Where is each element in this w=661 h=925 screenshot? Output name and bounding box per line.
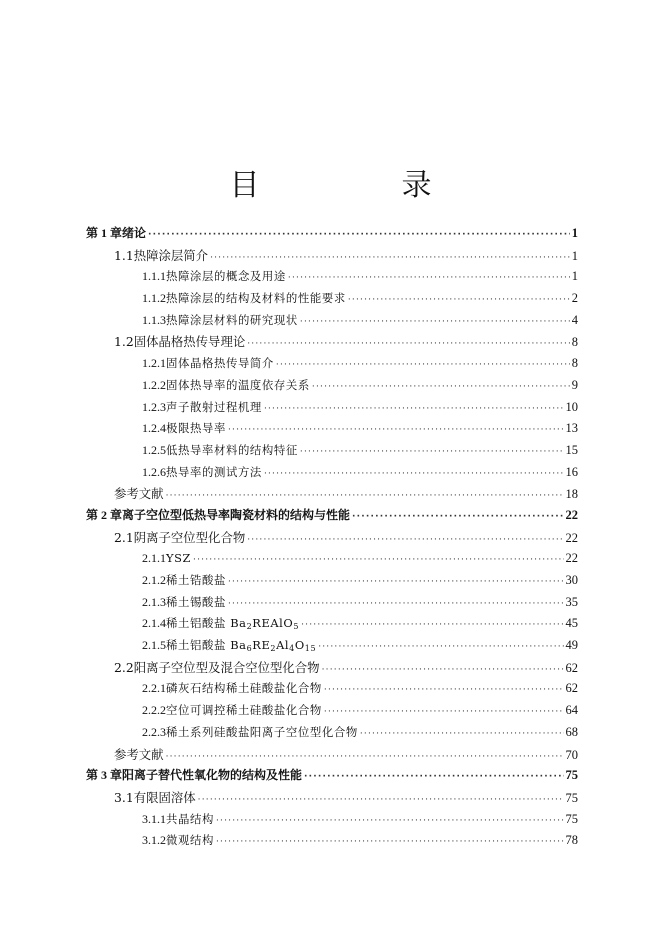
dot-leader: [300, 312, 570, 334]
toc-entry-number: 1.1.2: [142, 291, 166, 306]
toc-entry-page: 64: [565, 703, 578, 718]
dot-leader: [228, 594, 564, 616]
toc-entry-subsection[interactable]: [86, 809, 578, 831]
toc-entry-title: 磷灰石结构稀土硅酸盐化合物: [166, 681, 322, 696]
toc-entry-number: 1.2.6: [142, 464, 166, 479]
toc-entry-title: 热障涂层简介: [133, 247, 209, 263]
toc-entry-page: 8: [571, 356, 578, 371]
toc-entry-chapter[interactable]: [86, 505, 578, 527]
toc-entry-chapter[interactable]: [86, 223, 578, 245]
toc-entry-number: 1.2.4: [142, 421, 166, 436]
dot-leader: [318, 637, 563, 659]
dot-leader: [247, 334, 570, 356]
dot-leader: [216, 811, 564, 833]
dot-leader: [324, 680, 564, 702]
toc-entry-page: 30: [565, 573, 578, 587]
toc-entry-page: 1: [571, 269, 578, 284]
toc-entry-title: 阳离子替代性氧化物的结构及性能: [122, 768, 303, 783]
toc-entry-section[interactable]: [86, 657, 578, 679]
toc-entry-number: 2.1.1: [142, 551, 166, 566]
toc-entry-number: 1.2.5: [142, 442, 166, 457]
toc-entry-subsection[interactable]: [86, 592, 578, 614]
toc-entry-subsection[interactable]: [86, 830, 578, 852]
page-title: 目 录: [229, 168, 488, 203]
toc-entry-title: 有限固溶体: [133, 789, 196, 805]
toc-entry-subsection[interactable]: [86, 353, 578, 375]
toc-entry-number: 2.1.2: [142, 573, 166, 587]
toc-entry-subsection[interactable]: [86, 288, 578, 310]
toc-entry-subsection[interactable]: [86, 375, 578, 397]
dot-leader: [304, 767, 563, 789]
dot-leader: [216, 832, 564, 854]
toc-entry-title: 阳离子空位型及混合空位型化合物: [133, 659, 320, 675]
dot-leader: [288, 268, 570, 290]
toc-entry-subsection[interactable]: [86, 700, 578, 722]
toc-entry-page: 9: [571, 377, 578, 392]
toc-entry-title: 低热导率材料的结构特征: [166, 442, 298, 457]
toc-entry-subsection[interactable]: [86, 418, 578, 440]
toc-entry-page: 15: [565, 442, 578, 457]
toc-entry-number: 1.2.1: [142, 356, 166, 371]
toc-entry-title: 热导率的测试方法: [166, 464, 262, 479]
toc-entry-section[interactable]: [86, 787, 578, 809]
toc-entry-title: 参考文献: [114, 746, 164, 762]
toc-entry-subsection[interactable]: [86, 462, 578, 484]
toc-entry-page: 75: [565, 790, 578, 805]
toc-entry-title: 热障涂层的概念及用途: [166, 269, 286, 284]
toc-entry-page: 62: [565, 681, 578, 696]
dot-leader: [348, 290, 570, 312]
toc-entry-section[interactable]: [86, 331, 578, 353]
dot-leader: [228, 572, 564, 594]
toc-entry-subsection[interactable]: [86, 613, 578, 635]
toc-entry-title: 稀土系列硅酸盐阳离子空位型化合物: [166, 724, 358, 739]
toc-entry-title: 声子散射过程机理: [166, 399, 262, 414]
toc-entry-page: 16: [565, 464, 578, 479]
toc-entry-page: 35: [565, 594, 578, 609]
toc-entry-page: 78: [565, 833, 578, 848]
toc-entry-number: 2.1.3: [142, 594, 166, 609]
toc-entry-refs[interactable]: [86, 483, 578, 505]
toc-entry-title: 阴离子空位型化合物: [133, 529, 246, 545]
toc-entry-subsection[interactable]: [86, 635, 578, 657]
toc-entry-refs[interactable]: [86, 744, 578, 766]
toc-entry-subsection[interactable]: [86, 440, 578, 462]
dot-leader: [276, 355, 570, 377]
toc-entry-section[interactable]: [86, 245, 578, 267]
toc-entry-number: 1.1.3: [142, 312, 166, 327]
dot-leader: [193, 550, 563, 572]
dot-leader: [198, 790, 564, 812]
toc-entry-title: 固体晶格热传导理论: [133, 334, 246, 350]
toc-entry-title: 稀土铝酸盐 $Ba_2REAlO_5$: [166, 616, 300, 632]
toc-entry-subsection[interactable]: [86, 548, 578, 570]
toc-entry-title: 稀土锆酸盐: [166, 573, 226, 587]
toc-entry-number: 2.2: [114, 659, 134, 675]
toc-entry-number: 2.2.2: [142, 703, 166, 718]
toc-entry-page: 49: [565, 638, 578, 653]
toc-entry-title: YSZ: [166, 551, 192, 566]
toc-entry-page: 1: [571, 226, 578, 240]
toc-entry-title: 参考文献: [114, 486, 164, 502]
toc-entry-number: 3.1: [114, 789, 134, 805]
dot-leader: [247, 530, 563, 552]
toc-entry-subsection[interactable]: [86, 397, 578, 419]
toc-entry-number: 2.2.1: [142, 681, 166, 696]
toc-entry-page: 68: [565, 724, 578, 739]
toc-entry-chapter[interactable]: [86, 765, 578, 787]
toc-entry-page: 8: [571, 335, 578, 350]
toc-entry-page: 18: [565, 487, 578, 502]
toc-entry-number: 1.2.3: [142, 399, 166, 414]
toc-entry-number: 3.1.1: [142, 811, 166, 826]
toc-entry-page: 75: [565, 811, 578, 826]
toc-entry-number: 1.2.2: [142, 377, 166, 392]
toc-entry-number: 第 1 章: [86, 226, 123, 240]
toc-entry-number: 1.1.1: [142, 269, 166, 284]
toc-entry-title: 微观结构: [166, 833, 214, 848]
dot-leader: [228, 420, 564, 442]
toc-entry-title: 热障涂层的结构及材料的性能要求: [166, 291, 346, 306]
toc-entry-title: 固体热导率的温度依存关系: [166, 377, 310, 392]
toc-entry-number: 2.1: [114, 529, 134, 545]
toc-entry-section[interactable]: [86, 527, 578, 549]
toc-entry-page: 10: [565, 399, 578, 414]
toc-entry-page: 1: [571, 248, 578, 263]
dot-leader: [148, 225, 570, 247]
toc-entry-title: 共晶结构: [166, 811, 214, 826]
toc-entry-subsection[interactable]: [86, 570, 578, 592]
toc-entry-title: 固体晶格热传导简介: [166, 356, 274, 371]
toc-entry-subsection[interactable]: [86, 266, 578, 288]
table-of-contents: [86, 223, 578, 852]
toc-entry-number: 第 3 章: [86, 768, 123, 783]
toc-entry-title: 稀土铝酸盐 $Ba_6RE_2Al_4O_{15}$: [166, 638, 317, 654]
toc-entry-number: 1.1: [114, 247, 134, 263]
dot-leader: [264, 399, 564, 421]
toc-entry-title: 离子空位型低热导率陶瓷材料的结构与性能: [122, 507, 351, 522]
toc-entry-subsection[interactable]: [86, 722, 578, 744]
dot-leader: [301, 615, 563, 637]
toc-entry-page: 75: [565, 768, 578, 783]
toc-entry-title: 绪论: [122, 226, 147, 240]
dot-leader: [300, 442, 564, 464]
dot-leader: [352, 507, 563, 529]
toc-entry-page: 45: [565, 616, 578, 631]
toc-entry-title: 极限热导率: [166, 421, 226, 436]
toc-entry-page: 22: [565, 507, 578, 522]
toc-entry-page: 4: [571, 312, 578, 327]
toc-entry-page: 62: [565, 660, 578, 675]
dot-leader: [324, 702, 564, 724]
toc-entry-number: 2.1.4: [142, 616, 166, 631]
toc-entry-page: 22: [565, 551, 578, 566]
toc-entry-title: 稀土锡酸盐: [166, 594, 226, 609]
toc-entry-title: 热障涂层材料的研究现状: [166, 312, 298, 327]
toc-entry-number: 2.1.5: [142, 638, 166, 653]
toc-entry-page: 22: [565, 530, 578, 545]
toc-entry-page: 70: [565, 747, 578, 762]
dot-leader: [322, 660, 564, 682]
dot-leader: [312, 377, 570, 399]
toc-entry-page: 2: [571, 291, 578, 306]
toc-entry-subsection[interactable]: [86, 678, 578, 700]
toc-entry-number: 1.2: [114, 334, 134, 350]
toc-entry-number: 3.1.2: [142, 833, 166, 848]
dot-leader: [360, 724, 564, 746]
toc-entry-page: 13: [565, 421, 578, 436]
toc-entry-title: 空位可调控稀土硅酸盐化合物: [166, 703, 322, 718]
dot-leader: [264, 464, 564, 486]
toc-entry-number: 第 2 章: [86, 507, 123, 522]
toc-entry-subsection[interactable]: [86, 310, 578, 332]
toc-entry-number: 2.2.3: [142, 724, 166, 739]
